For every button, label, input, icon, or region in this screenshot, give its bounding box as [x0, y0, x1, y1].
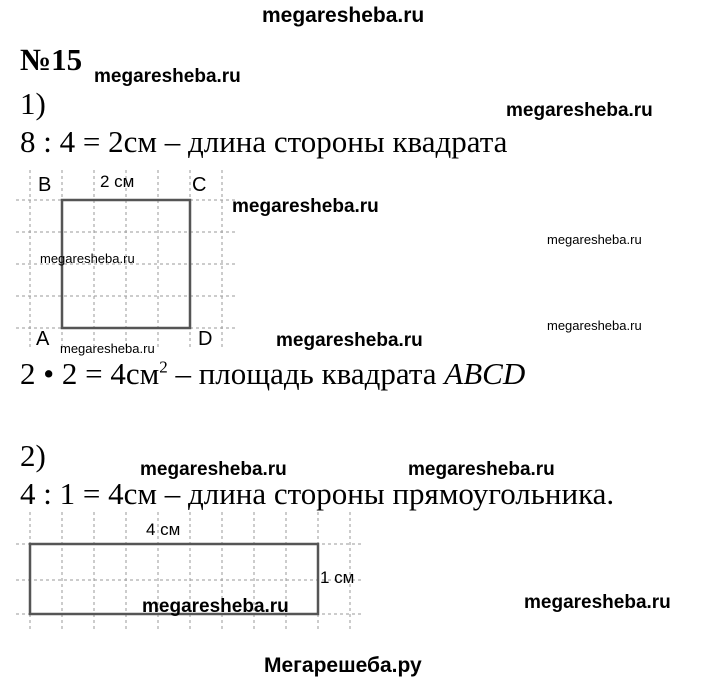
- watermark-task2-left: megaresheba.ru: [140, 459, 287, 480]
- square-side-label: 2 см: [100, 172, 135, 191]
- part1-line2-text: – площадь квадрата: [167, 356, 445, 391]
- watermark-small-right: megaresheba.ru: [547, 232, 642, 247]
- watermark-right-of-square: megaresheba.ru: [232, 196, 379, 217]
- watermark-right: megaresheba.ru: [506, 100, 653, 121]
- part2-label: 2): [20, 438, 46, 473]
- rectangle-width-label: 4 см: [146, 520, 181, 539]
- part1-line2-sup: 2: [159, 357, 168, 377]
- watermark-after-number: megaresheba.ru: [94, 66, 241, 87]
- watermark-task2-right: megaresheba.ru: [408, 459, 555, 480]
- watermark-below-square-small: megaresheba.ru: [60, 341, 155, 356]
- watermark-rect-right: megaresheba.ru: [524, 592, 671, 613]
- watermark-top: megaresheba.ru: [262, 4, 425, 27]
- vertex-d-label: D: [198, 328, 213, 350]
- vertex-b-label: B: [38, 174, 52, 196]
- watermark-bottom: Мегарешеба.ру: [264, 654, 422, 677]
- watermark-small-right-2: megaresheba.ru: [547, 318, 642, 333]
- watermark-inside-rectangle: megaresheba.ru: [142, 596, 289, 617]
- exercise-number: №15: [20, 42, 83, 77]
- part1-line1: 8 : 4 = 2см – длина стороны квадрата: [20, 124, 508, 159]
- watermark-below-square: megaresheba.ru: [276, 330, 423, 351]
- part1-line2-name: ABCD: [444, 356, 526, 391]
- part1-line2: [20, 356, 525, 392]
- part1-label: 1): [20, 86, 46, 121]
- vertex-c-label: C: [192, 174, 207, 196]
- part1-line2-prefix: 2 • 2 = 4см: [20, 356, 160, 391]
- part2-line1: 4 : 1 = 4см – длина стороны прямоугольника.: [20, 476, 615, 511]
- rectangle-height-label: 1 см: [320, 568, 355, 587]
- vertex-a-label: A: [36, 328, 50, 350]
- watermark-inside-square: megaresheba.ru: [40, 251, 135, 266]
